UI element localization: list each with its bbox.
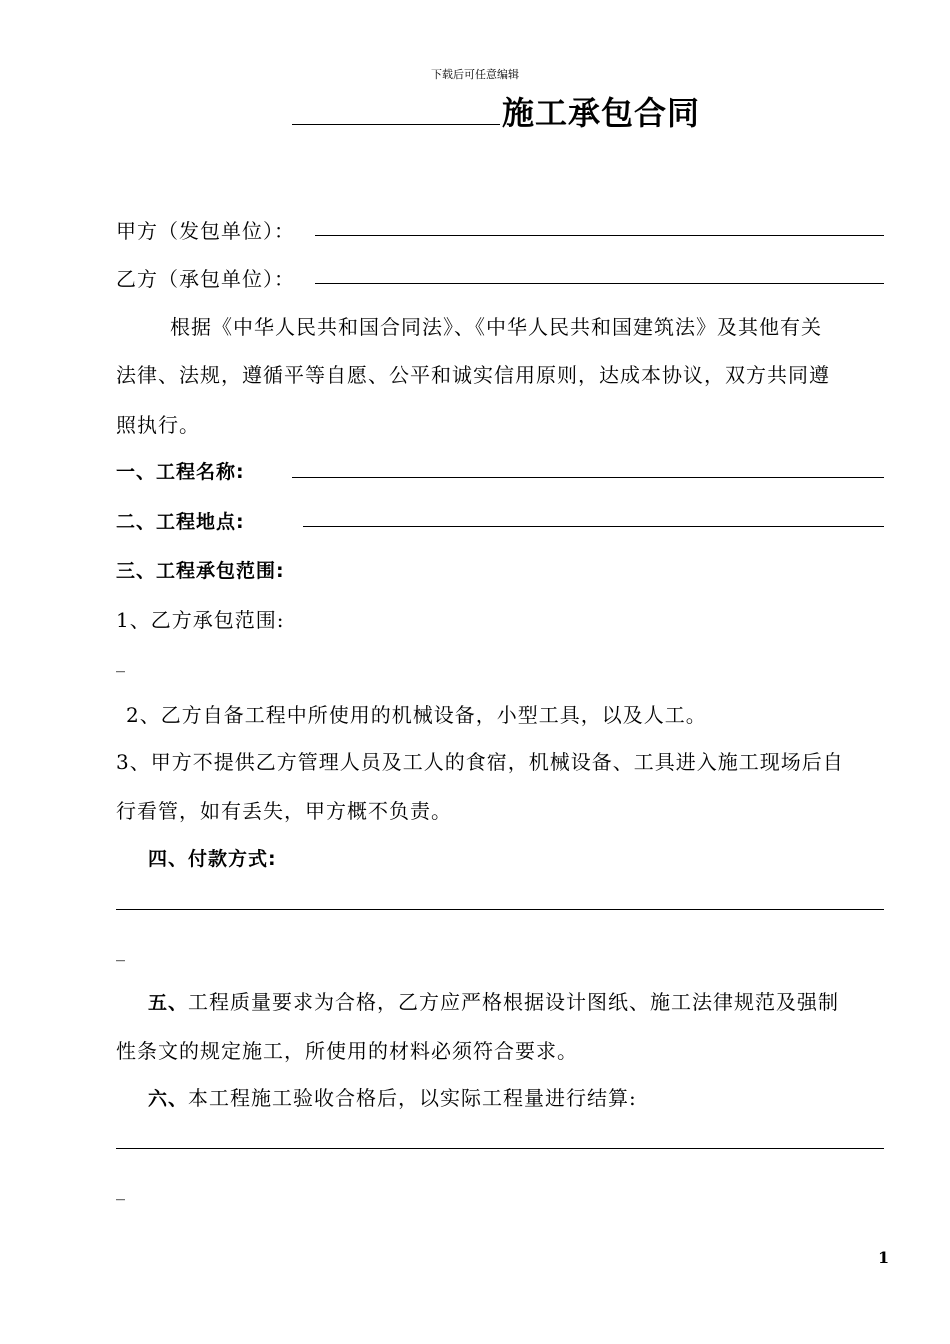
header-note: 下载后可任意编辑: [431, 68, 519, 81]
section5-line-2: 性条文的规定施工，所使用的材料必须符合要求。: [116, 1039, 578, 1063]
document-title: 施工承包合同: [502, 94, 701, 132]
party-a-fill-line: [315, 235, 884, 236]
section5-text-1: 工程质量要求为合格，乙方应严格根据设计图纸、施工法律规范及强制: [188, 990, 840, 1014]
item2-text: 2、乙方自备工程中所使用的机械设备，小型工具，以及人工。: [126, 703, 707, 727]
section1-fill-line: [292, 477, 884, 478]
intro-line-1: 根据《中华人民共和国合同法》、《中华人民共和国建筑法》及其他有关: [170, 315, 822, 339]
section3-label: 三、工程承包范围:: [116, 560, 285, 582]
title-blank-line: [292, 124, 500, 125]
section2-label: 二、工程地点:: [116, 511, 245, 533]
section4-blank-mark: _: [116, 941, 125, 962]
section4-label: 四、付款方式:: [148, 848, 277, 870]
party-b-fill-line: [315, 283, 884, 284]
party-a-label: 甲方（发包单位）：: [116, 219, 295, 243]
section5-line-1: [148, 986, 839, 1015]
page-number: 1: [878, 1248, 890, 1267]
section6-text: 本工程施工验收合格后，以实际工程量进行结算:: [188, 1086, 637, 1110]
section5-prefix: 五、: [148, 992, 189, 1014]
party-b-label: 乙方（承包单位）：: [116, 267, 295, 291]
section6-blank-mark: _: [116, 1180, 125, 1201]
intro-line-2: 法律、法规，遵循平等自愿、公平和诚实信用原则，达成本协议，双方共同遵: [116, 363, 830, 387]
item1-blank-mark: _: [116, 652, 125, 673]
section6-prefix: 六、: [148, 1088, 189, 1110]
section4-fill-line: [116, 909, 884, 910]
item3-line-1: 3、甲方不提供乙方管理人员及工人的食宿，机械设备、工具进入施工现场后自: [116, 750, 844, 774]
section6-line: [148, 1082, 637, 1111]
intro-line-3: 照执行。: [116, 413, 200, 437]
item1-text: 1、乙方承包范围:: [116, 608, 285, 632]
section2-fill-line: [303, 526, 884, 527]
section6-fill-line: [116, 1148, 884, 1149]
section1-label: 一、工程名称:: [116, 461, 245, 483]
item3-line-2: 行看管，如有丢失，甲方概不负责。: [116, 799, 452, 823]
